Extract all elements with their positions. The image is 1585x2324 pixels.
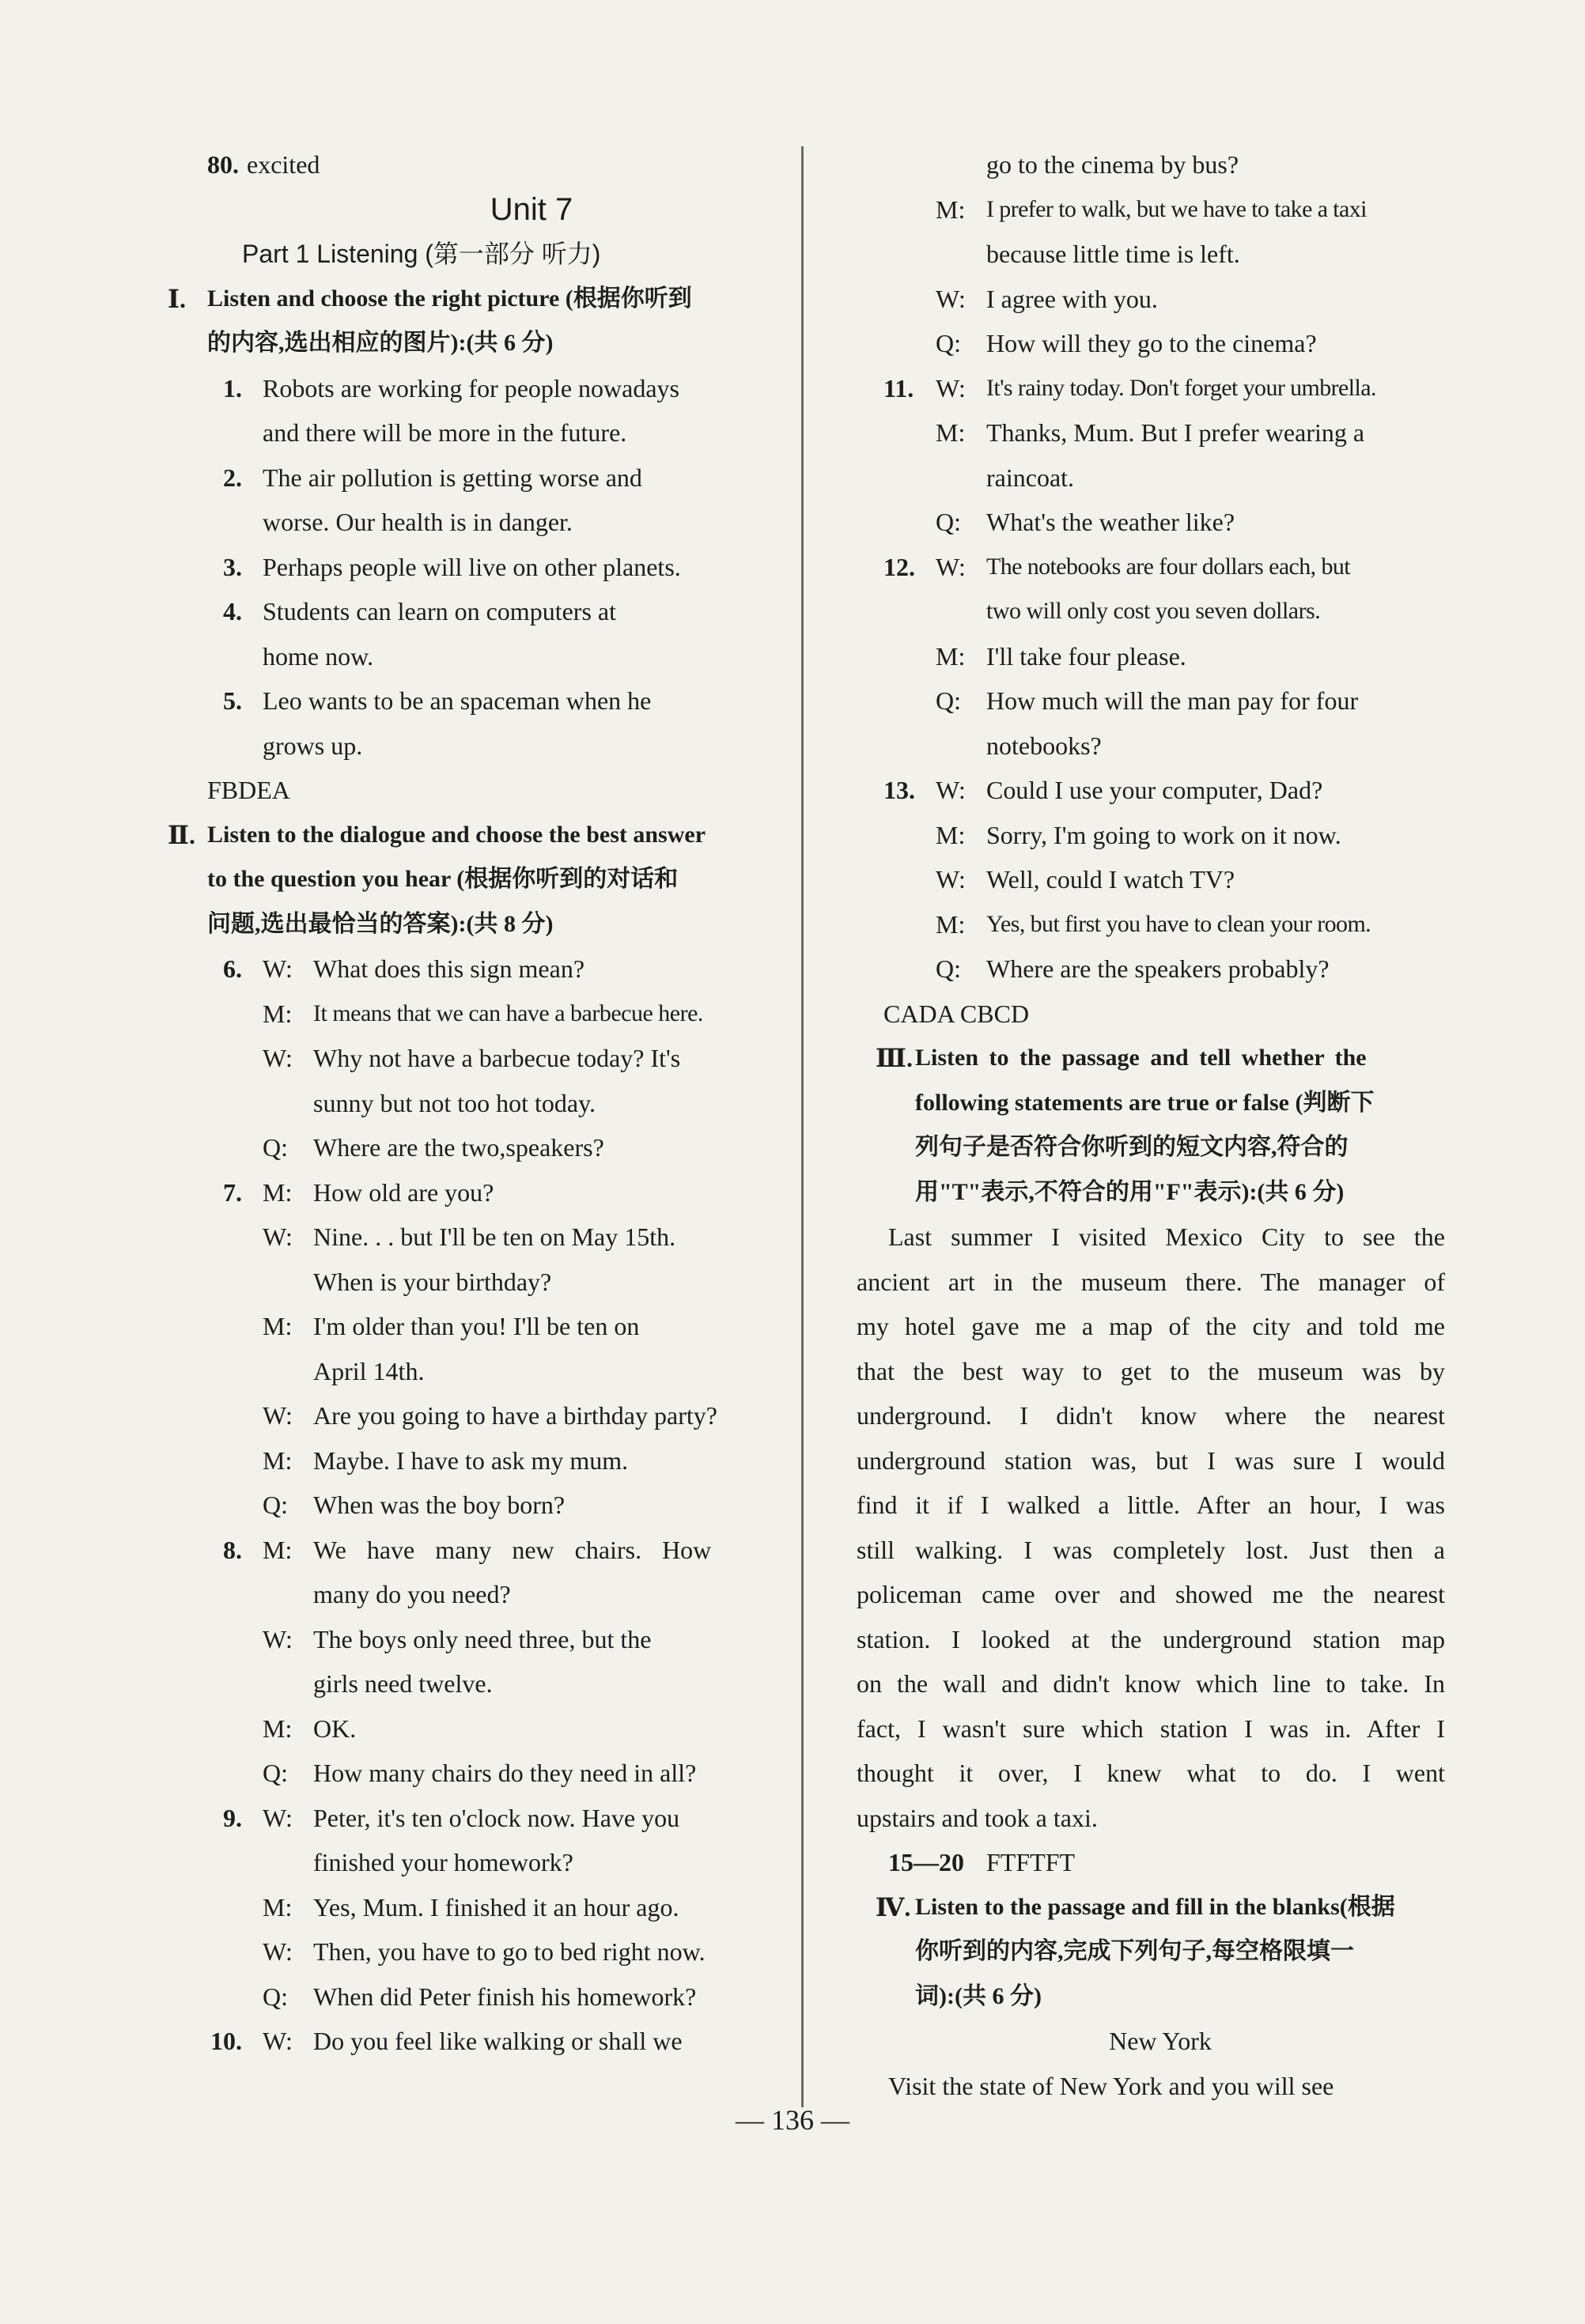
speaker: M: bbox=[936, 195, 966, 224]
dialogue-line: Nine. . . but I'll be ten on May 15th. bbox=[313, 1222, 676, 1251]
question-number: 9. bbox=[223, 1803, 242, 1832]
section-text-cont: following statements are true or false (判断下 bbox=[915, 1089, 1375, 1116]
question-number: 4. bbox=[223, 597, 242, 625]
unit-title: Unit 7 bbox=[490, 191, 573, 227]
section-text: Listen to the passage and fill in the blanks(根据 bbox=[915, 1893, 1395, 1920]
passage-line: policeman came over and showed me the nearest bbox=[857, 1580, 1445, 1608]
question-3 bbox=[207, 545, 808, 590]
dialogue-line-cont: many do you need? bbox=[313, 1580, 511, 1608]
dialogue-row bbox=[836, 277, 1445, 322]
passage-line: on the wall and didn't know which line to take. In bbox=[857, 1669, 1445, 1698]
dialogue-line: The notebooks are four dollars each, but bbox=[986, 553, 1350, 580]
section-text-cont: 词):(共 6 分) bbox=[915, 1982, 1042, 2009]
dialogue-line: The boys only need three, but the bbox=[313, 1624, 652, 1653]
question-number: 10. bbox=[210, 2027, 242, 2055]
speaker: Q: bbox=[936, 686, 961, 715]
speaker: W: bbox=[936, 552, 966, 581]
speaker: M: bbox=[936, 909, 966, 939]
dialogue-line-cont: sunny but not too hot today. bbox=[313, 1088, 596, 1117]
right-column bbox=[836, 142, 1445, 2108]
section-text-cont: 用"T"表示,不符合的用"F"表示):(共 6 分) bbox=[915, 1178, 1345, 1205]
question-number: 11. bbox=[883, 373, 914, 402]
dialogue-line: Do you feel like walking or shall we bbox=[313, 2027, 683, 2055]
passage-line: thought it over, I knew what to do. I went bbox=[857, 1759, 1445, 1787]
speaker: Q: bbox=[263, 1491, 288, 1519]
question-text: Students can learn on computers at bbox=[263, 597, 616, 625]
dialogue-line: I agree with you. bbox=[986, 284, 1158, 313]
dialogue-row bbox=[207, 1125, 808, 1170]
passage-line: still walking. I was completely lost. Just then a bbox=[857, 1535, 1445, 1564]
dialogue-line: Maybe. I have to ask my mum. bbox=[313, 1445, 629, 1475]
speaker: W: bbox=[263, 1803, 293, 1832]
question-text-cont: home now. bbox=[263, 641, 374, 671]
section-roman: Ⅲ. bbox=[876, 1044, 913, 1072]
part-title: Part 1 Listening (第一部分 听力) bbox=[242, 240, 601, 268]
speaker: W: bbox=[263, 1401, 293, 1430]
question-number: 13. bbox=[883, 776, 915, 804]
question-number: 8. bbox=[223, 1535, 242, 1564]
section-text-cont: 问题,选出最恰当的答案):(共 8 分) bbox=[207, 910, 554, 937]
dialogue-line: How much will the man pay for four bbox=[986, 686, 1359, 715]
dialogue-row bbox=[207, 1706, 808, 1752]
answers-section-3 bbox=[836, 1840, 1445, 1885]
question-number: 3. bbox=[223, 552, 242, 581]
passage-line: Visit the state of New York and you will see bbox=[888, 2071, 1334, 2100]
speaker: M: bbox=[263, 1714, 293, 1743]
passage-line: fact, I wasn't sure which station I was in. After I bbox=[857, 1714, 1445, 1743]
question-1 bbox=[207, 366, 808, 411]
speaker: M: bbox=[263, 1445, 293, 1475]
speaker: W: bbox=[263, 1222, 293, 1251]
dialogue-line: I'm older than you! I'll be ten on bbox=[313, 1312, 640, 1340]
dialogue-line: Well, could I watch TV? bbox=[986, 865, 1235, 894]
dialogue-line-cont: two will only cost you seven dollars. bbox=[986, 598, 1321, 624]
question-9 bbox=[207, 1796, 808, 1841]
passage-line: that the best way to get to the museum was by bbox=[857, 1356, 1445, 1385]
answer-letters: FTFTFT bbox=[986, 1848, 1076, 1876]
dialogue-line: How old are you? bbox=[313, 1177, 494, 1207]
speaker: M: bbox=[936, 641, 966, 671]
question-6 bbox=[207, 947, 808, 992]
dialogue-line-cont: April 14th. bbox=[313, 1356, 425, 1385]
dialogue-row bbox=[836, 947, 1445, 992]
question-text-cont: and there will be more in the future. bbox=[263, 418, 627, 447]
speaker: M: bbox=[263, 1892, 293, 1922]
speaker: W: bbox=[263, 954, 293, 983]
dialogue-line-cont: finished your homework? bbox=[313, 1848, 573, 1876]
speaker: Q: bbox=[936, 954, 961, 983]
dialogue-row bbox=[836, 187, 1445, 232]
dialogue-line: What's the weather like? bbox=[986, 508, 1235, 536]
dialogue-row bbox=[207, 1215, 808, 1260]
answer-item-80 bbox=[207, 142, 808, 187]
dialogue-line: Why not have a barbecue today? It's bbox=[313, 1044, 681, 1072]
speaker: Q: bbox=[263, 1133, 288, 1162]
speaker: Q: bbox=[936, 508, 961, 536]
dialogue-line: Then, you have to go to bed right now. bbox=[313, 1937, 705, 1966]
speaker: M: bbox=[263, 1535, 293, 1564]
section-text-cont: 的内容,选出相应的图片):(共 6 分) bbox=[207, 330, 554, 356]
speaker: W: bbox=[263, 1044, 293, 1072]
section-text-cont: 列句子是否符合你听到的短文内容,符合的 bbox=[915, 1134, 1349, 1160]
answers-section-1: FBDEA bbox=[207, 776, 290, 804]
dialogue-line: What does this sign mean? bbox=[313, 954, 585, 983]
question-10 bbox=[207, 2019, 808, 2064]
dialogue-line: Where are the two,speakers? bbox=[313, 1133, 604, 1162]
speaker: W: bbox=[936, 776, 966, 804]
dialogue-line-cont: notebooks? bbox=[986, 731, 1102, 760]
item-text: excited bbox=[247, 150, 320, 179]
speaker: Q: bbox=[263, 1759, 288, 1787]
page-number: — 136 — bbox=[736, 2104, 849, 2136]
question-number: 5. bbox=[223, 686, 242, 715]
reading-passage bbox=[836, 1215, 1445, 1840]
dialogue-line: Yes, but first you have to clean your room. bbox=[986, 910, 1371, 937]
dialogue-line: Peter, it's ten o'clock now. Have you bbox=[313, 1803, 680, 1832]
section-2-heading bbox=[168, 813, 808, 858]
dialogue-row bbox=[836, 678, 1445, 724]
question-number: 12. bbox=[883, 552, 915, 581]
answers-section-2: CADA CBCD bbox=[883, 999, 1030, 1028]
dialogue-line: Sorry, I'm going to work on it now. bbox=[986, 820, 1341, 849]
dialogue-row bbox=[836, 902, 1445, 947]
dialogue-line-cont: When is your birthday? bbox=[313, 1267, 552, 1296]
speaker: W: bbox=[936, 284, 966, 313]
dialogue-row bbox=[207, 1885, 808, 1930]
dialogue-line: When did Peter finish his homework? bbox=[313, 1982, 697, 2011]
speaker: W: bbox=[263, 2027, 293, 2055]
speaker: W: bbox=[936, 373, 966, 402]
section-1-heading bbox=[168, 277, 808, 322]
dialogue-line: When was the boy born? bbox=[313, 1491, 566, 1519]
speaker: M: bbox=[263, 999, 293, 1028]
question-number: 1. bbox=[223, 373, 242, 402]
answer-range: 15—20 bbox=[888, 1848, 964, 1876]
dialogue-line: I'll take four please. bbox=[986, 641, 1186, 671]
question-5 bbox=[207, 678, 808, 724]
speaker: W: bbox=[263, 1937, 293, 1966]
question-number: 6. bbox=[223, 954, 242, 983]
section-text: Listen to the dialogue and choose the best answer bbox=[207, 821, 706, 848]
dialogue-line-cont: girls need twelve. bbox=[313, 1669, 493, 1698]
dialogue-row bbox=[207, 1036, 808, 1081]
question-number: 2. bbox=[223, 463, 242, 492]
passage-title: New York bbox=[1109, 2027, 1212, 2055]
section-text-cont: 你听到的内容,完成下列句子,每空格限填一 bbox=[915, 1938, 1354, 1964]
section-roman: Ⅱ. bbox=[168, 820, 195, 849]
passage-line: find it if I walked a little. After an hour, I was bbox=[857, 1491, 1445, 1519]
dialogue-line: I prefer to walk, but we have to take a taxi bbox=[986, 195, 1367, 222]
passage-line: station. I looked at the underground station map bbox=[857, 1624, 1445, 1653]
passage-line: underground station was, but I was sure I would bbox=[857, 1445, 1445, 1475]
dialogue-row bbox=[836, 500, 1445, 545]
section-text: Listen and choose the right picture (根据你听到 bbox=[207, 285, 692, 312]
dialogue-line: It means that we can have a barbecue here. bbox=[313, 1000, 703, 1026]
dialogue-line: It's rainy today. Don't forget your umbrella. bbox=[986, 374, 1376, 401]
dialogue-row bbox=[836, 634, 1445, 679]
question-8 bbox=[207, 1528, 808, 1573]
dialogue-line: How will they go to the cinema? bbox=[986, 329, 1317, 357]
dialogue-row bbox=[207, 1304, 808, 1349]
question-text: Robots are working for people nowadays bbox=[263, 373, 679, 402]
dialogue-row bbox=[207, 1751, 808, 1796]
question-4 bbox=[207, 589, 808, 634]
dialogue-row bbox=[836, 321, 1445, 366]
question-text: Perhaps people will live on other planets. bbox=[263, 552, 681, 581]
dialogue-line: We have many new chairs. How bbox=[313, 1535, 712, 1564]
dialogue-row bbox=[207, 1483, 808, 1528]
speaker: M: bbox=[936, 418, 966, 447]
speaker: M: bbox=[263, 1312, 293, 1340]
speaker: W: bbox=[936, 865, 966, 894]
question-text: The air pollution is getting worse and bbox=[263, 463, 642, 492]
dialogue-line: Where are the speakers probably? bbox=[986, 954, 1330, 983]
passage-line: Last summer I visited Mexico City to see the bbox=[888, 1222, 1445, 1251]
section-roman: Ⅰ. bbox=[168, 284, 186, 313]
dialogue-line: Yes, Mum. I finished it an hour ago. bbox=[313, 1892, 679, 1922]
dialogue-line: How many chairs do they need in all? bbox=[313, 1759, 697, 1787]
question-11 bbox=[836, 366, 1445, 411]
section-text: Listen to the passage and tell whether the bbox=[915, 1045, 1367, 1071]
passage-line: ancient art in the museum there. The manager of bbox=[857, 1267, 1445, 1296]
dialogue-row bbox=[207, 1438, 808, 1483]
question-text: Leo wants to be an spaceman when he bbox=[263, 686, 652, 715]
dialogue-row bbox=[207, 1617, 808, 1662]
speaker: M: bbox=[936, 820, 966, 849]
dialogue-row bbox=[836, 813, 1445, 858]
dialogue-line: Thanks, Mum. But I prefer wearing a bbox=[986, 418, 1365, 447]
passage-line: upstairs and took a taxi. bbox=[857, 1803, 1098, 1832]
question-7 bbox=[207, 1170, 808, 1215]
dialogue-line: OK. bbox=[313, 1714, 357, 1743]
dialogue-row bbox=[207, 1974, 808, 2020]
dialogue-line-cont: raincoat. bbox=[986, 463, 1075, 492]
speaker: W: bbox=[263, 1624, 293, 1653]
speaker: M: bbox=[263, 1177, 293, 1207]
dialogue-row bbox=[836, 410, 1445, 455]
question-text-cont: grows up. bbox=[263, 731, 363, 760]
question-13 bbox=[836, 768, 1445, 813]
question-number: 7. bbox=[223, 1177, 242, 1207]
dialogue-line: Are you going to have a birthday party? bbox=[313, 1401, 717, 1430]
dialogue-row bbox=[836, 857, 1445, 902]
section-text-cont: to the question you hear (根据你听到的对话和 bbox=[207, 866, 679, 892]
question-12 bbox=[836, 545, 1445, 590]
dialogue-line-cont: because little time is left. bbox=[986, 240, 1240, 268]
dialogue-line-cont: go to the cinema by bus? bbox=[986, 150, 1239, 179]
section-3-heading bbox=[836, 1036, 1445, 1081]
speaker: Q: bbox=[263, 1982, 288, 2011]
item-number: 80. bbox=[207, 150, 239, 179]
dialogue-line: Could I use your computer, Dad? bbox=[986, 776, 1323, 804]
section-4-heading bbox=[836, 1885, 1445, 1930]
passage-line: my hotel gave me a map of the city and told me bbox=[857, 1312, 1445, 1340]
dialogue-row bbox=[207, 1929, 808, 1974]
question-2 bbox=[207, 455, 808, 501]
section-roman: Ⅳ. bbox=[876, 1892, 911, 1922]
question-text-cont: worse. Our health is in danger. bbox=[263, 508, 573, 536]
dialogue-row bbox=[207, 1393, 808, 1438]
dialogue-row bbox=[207, 992, 808, 1037]
passage-line: underground. I didn't know where the nearest bbox=[857, 1401, 1445, 1430]
speaker: Q: bbox=[936, 329, 961, 357]
left-column bbox=[168, 142, 808, 2064]
